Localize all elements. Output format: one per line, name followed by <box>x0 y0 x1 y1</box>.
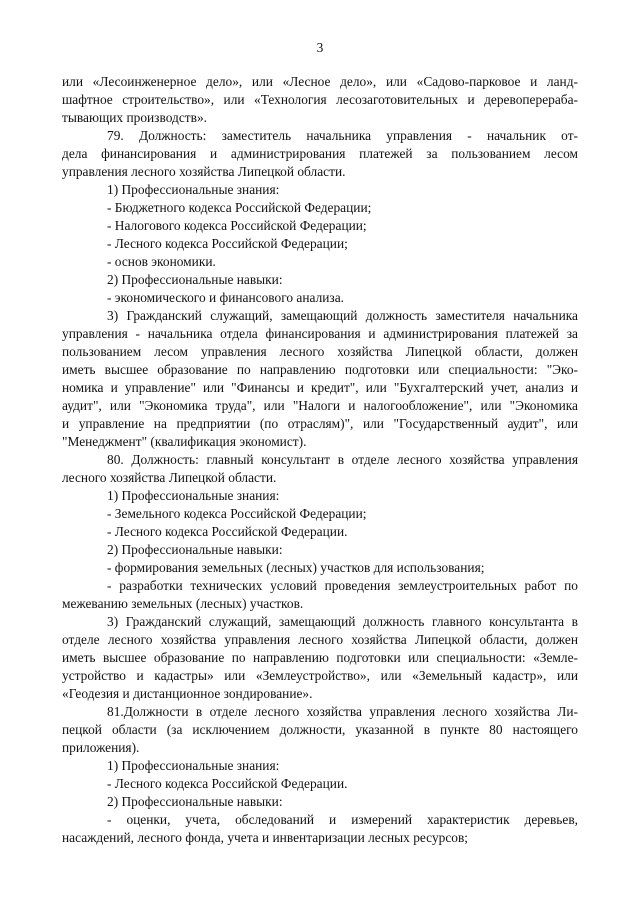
text-line: приложения). <box>62 740 140 755</box>
list-item: - Лесного кодекса Российской Федерации. <box>107 776 348 791</box>
text-line: отделе лесного хозяйства управления лесного хозяйства Липецкой области, должен <box>62 632 578 647</box>
text-line: 2) Профессиональные навыки: <box>107 542 283 557</box>
text-line: устройство и кадастры» или «Землеустройство», или «Земельный кадастр», или <box>62 668 578 683</box>
text-line: управления - начальника отдела финансирования и администрирования платежей за <box>62 326 578 341</box>
text-line: тывающих производств». <box>62 110 207 125</box>
text-line: межеванию земельных (лесных) участков. <box>62 596 304 611</box>
text-line: 2) Профессиональные навыки: <box>107 272 283 287</box>
text-line: 1) Профессиональные знания: <box>107 488 280 503</box>
text-line: 3) Гражданский служащий, замещающий должность главного консультанта в <box>107 614 578 629</box>
list-item: - основ экономики. <box>107 254 216 269</box>
list-item: - экономического и финансового анализа. <box>107 290 344 305</box>
paragraph-heading: 79. Должность: заместитель начальника управления - начальник от- <box>107 128 578 143</box>
list-item: - Налогового кодекса Российской Федерации; <box>107 218 367 233</box>
list-item: - Бюджетного кодекса Российской Федерации; <box>107 200 372 215</box>
list-item: - Земельного кодекса Российской Федерации; <box>107 506 367 521</box>
text-line: 1) Профессиональные знания: <box>107 182 280 197</box>
list-item: - формирования земельных (лесных) участков для использования; <box>107 560 485 575</box>
text-line: иметь высшее образование по направлению подготовки или специальности: «Земле- <box>62 650 578 665</box>
text-line: пользованием лесом управления лесного хозяйства Липецкой области, должен <box>62 344 578 359</box>
text-line: дела финансирования и администрирования платежей за пользованием лесом <box>62 146 578 161</box>
text-line: управления лесного хозяйства Липецкой области. <box>62 164 346 179</box>
list-item: - разработки технических условий проведения землеустроительных работ по <box>107 578 578 593</box>
text-line: аудит", или "Экономика труда", или "Налоги и налогообложение", или "Экономика <box>62 398 578 413</box>
text-line: лесного хозяйства Липецкой области. <box>62 470 277 485</box>
paragraph-heading: 81.Должности в отделе лесного хозяйства управления лесного хозяйства Ли- <box>107 704 578 719</box>
list-item: - оценки, учета, обследований и измерений характеристик деревьев, <box>107 812 578 827</box>
text-line: 3) Гражданский служащий, замещающий должность заместителя начальника <box>107 308 578 323</box>
list-item: - Лесного кодекса Российской Федерации; <box>107 236 348 251</box>
list-item: - Лесного кодекса Российской Федерации. <box>107 524 348 539</box>
text-line: или «Лесоинженерное дело», или «Лесное дело», или «Садово-парковое и ланд- <box>62 74 578 89</box>
text-line: номика и управление" или "Финансы и кредит", или "Бухгалтерский учет, анализ и <box>62 380 578 395</box>
text-line: насаждений, лесного фонда, учета и инвентаризации лесных ресурсов; <box>62 830 469 845</box>
text-line: иметь высшее образование по направлению подготовки или специальности: "Эко- <box>62 362 578 377</box>
text-line: 1) Профессиональные знания: <box>107 758 280 773</box>
page-number: 3 <box>316 40 324 55</box>
text-line: пецкой области (за исключением должности, указанной в пункте 80 настоящего <box>62 722 578 737</box>
text-line: "Менеджмент" (квалификация экономист). <box>62 434 307 449</box>
text-line: «Геодезия и дистанционное зондирование». <box>62 686 313 701</box>
text-line: и управление на предприятии (по отраслям)", или "Государственный аудит", или <box>62 416 578 431</box>
paragraph-heading: 80. Должность: главный консультант в отделе лесного хозяйства управления <box>107 452 578 467</box>
text-line: шафтное строительство», или «Технология лесозаготовительных и деревоперераба- <box>62 92 578 107</box>
text-line: 2) Профессиональные навыки: <box>107 794 283 809</box>
